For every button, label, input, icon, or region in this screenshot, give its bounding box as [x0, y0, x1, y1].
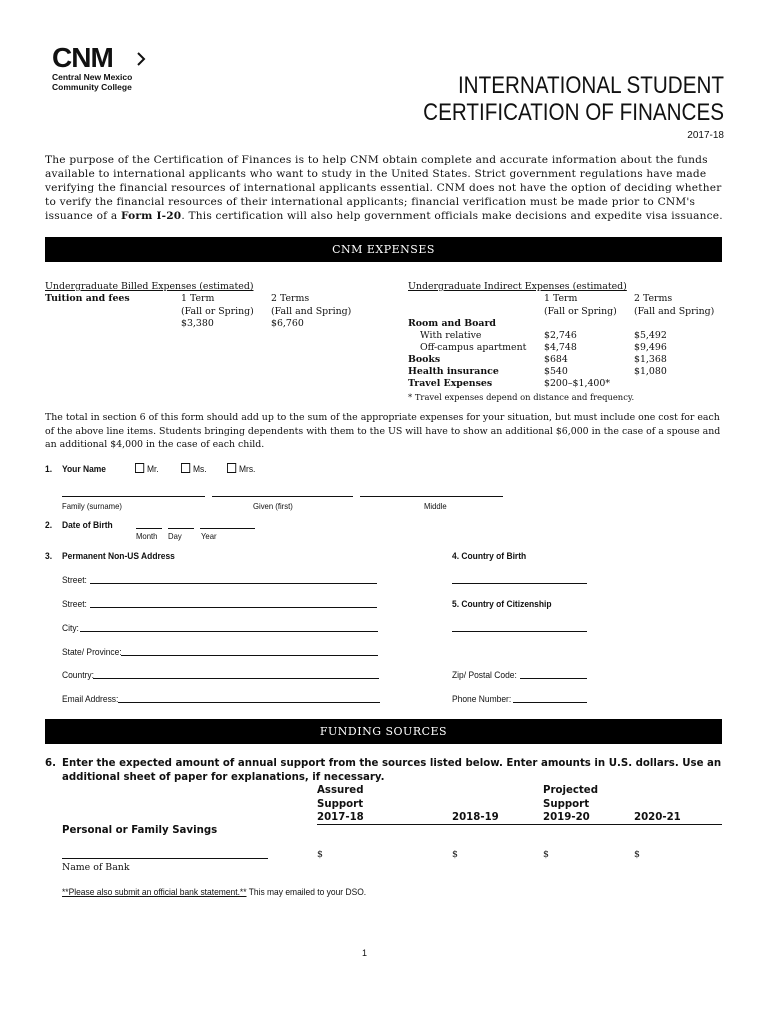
middle-name-field[interactable] — [360, 496, 503, 497]
indirect-row-v1: $200–$1,400* — [544, 378, 611, 389]
assured-support-header — [317, 784, 364, 825]
year-2020-21: 2020-21 — [634, 812, 681, 823]
q2-label: Date of Birth — [62, 520, 113, 530]
indirect-row-v2: $1,080 — [634, 366, 667, 377]
family-name-field[interactable] — [62, 496, 205, 497]
billed-col1-line2: (Fall or Spring) — [181, 305, 254, 317]
billed-heading: Undergraduate Billed Expenses (estimated) — [45, 281, 254, 292]
page-title — [380, 72, 724, 126]
mr-label: Mr. — [146, 464, 159, 474]
intro-text-a: The purpose of the Certification of Finances is to help CNM obtain complete and accurate information about the funds available to international applicants who want to study in the United States. Strict government regulations have made verifying the financial resources of international applicants essential. CNM does not have the option of deciding whether to verify the financial resources of their international applicants; financial verification must be made prior to CNM's issuance of a — [45, 154, 722, 222]
q3-label: Permanent Non-US Address — [62, 551, 175, 561]
year-2019-20: 2019-20 — [543, 812, 590, 823]
email-field[interactable] — [118, 702, 380, 703]
title-option-ms[interactable] — [181, 463, 207, 475]
intro-text-b: . This certification will also help government officials make decisions and expedite visa issuance. — [181, 210, 723, 222]
tuition-1-term-value: $3,380 — [181, 318, 214, 329]
logo-subtitle-1: Central New Mexico — [52, 72, 133, 82]
indirect-col1-line1: 1 Term — [544, 293, 578, 304]
projected-support-header — [543, 784, 598, 825]
mrs-label: Mrs. — [238, 464, 256, 474]
expenses-note: The total in section 6 of this form should add up to the sum of the appropriate expenses for your situation, but must include one cost for each of the above line items. Students bringing dependents with them to the US will have to show an additional $6,000 in the case of a spouse and an additional $4,000 in the case of each child. — [45, 412, 721, 450]
assured-line1: Assured — [317, 785, 364, 796]
indirect-row-v2: $5,492 — [634, 330, 667, 341]
city-field[interactable] — [80, 631, 378, 632]
projected-line2: Support — [543, 798, 590, 810]
dollar-2018-19[interactable]: $ — [452, 849, 458, 860]
bank-name-field[interactable] — [62, 858, 268, 859]
country-of-citizenship-field[interactable] — [452, 631, 587, 632]
dob-day-caption: Day — [168, 531, 182, 541]
city-label: City: — [62, 623, 79, 633]
title-option-mr[interactable] — [135, 463, 159, 475]
given-name-field[interactable] — [212, 496, 353, 497]
indirect-row-v1: $684 — [544, 354, 568, 365]
logo-subtitle-2: Community College — [52, 82, 132, 92]
billed-col2-header — [271, 293, 351, 331]
q6-number: 6. — [45, 758, 56, 769]
year-2018-19: 2018-19 — [452, 812, 499, 823]
dob-day-field[interactable] — [168, 528, 194, 529]
projected-line1: Projected — [543, 785, 599, 796]
savings-row-label: Personal or Family Savings — [62, 825, 218, 836]
dollar-2019-20[interactable]: $ — [543, 849, 549, 860]
cnm-logo — [52, 44, 132, 92]
travel-footnote: * Travel expenses depend on distance and frequency. — [408, 392, 635, 402]
phone-field[interactable] — [513, 702, 587, 703]
dob-month-caption: Month — [136, 531, 158, 541]
state-field[interactable] — [121, 655, 378, 656]
indirect-row-v2: $1,368 — [634, 354, 667, 365]
q3-number: 3. — [45, 551, 53, 561]
form-year: 2017-18 — [687, 130, 724, 141]
email-label: Email Address: — [62, 694, 119, 704]
chevron-right-icon — [136, 52, 146, 66]
street2-field[interactable] — [90, 607, 377, 608]
indirect-row-label: Off-campus apartment — [420, 342, 527, 353]
logo-wordmark: CNM — [52, 42, 113, 73]
indirect-col1-line2: (Fall or Spring) — [544, 305, 617, 317]
indirect-row-v1: $540 — [544, 366, 568, 377]
indirect-row-v1: $4,748 — [544, 342, 577, 353]
street1-label: Street: — [62, 575, 87, 585]
intro-form-i20: Form I-20 — [120, 210, 182, 222]
family-name-caption: Family (surname) — [62, 501, 122, 511]
page-number: 1 — [362, 948, 368, 958]
phone-label: Phone Number: — [452, 694, 512, 704]
title-line-2: CERTIFICATION OF FINANCES — [423, 99, 724, 126]
intro-paragraph — [45, 153, 725, 223]
indirect-row-label: With relative — [420, 330, 482, 341]
title-line-1: INTERNATIONAL STUDENT — [457, 72, 724, 99]
indirect-col2-header — [634, 293, 714, 318]
dollar-2020-21[interactable]: $ — [634, 849, 640, 860]
tuition-label: Tuition and fees — [45, 293, 130, 304]
indirect-row-v1: $2,746 — [544, 330, 577, 341]
dob-year-caption: Year — [201, 531, 217, 541]
ms-checkbox[interactable] — [181, 463, 190, 473]
bank-statement-note — [62, 886, 366, 898]
title-option-mrs[interactable] — [227, 463, 255, 475]
cnm-expenses-bar: CNM EXPENSES — [45, 237, 722, 262]
indirect-col2-line1: 2 Terms — [634, 293, 673, 304]
dob-month-field[interactable] — [136, 528, 162, 529]
indirect-row-v2: $9,496 — [634, 342, 667, 353]
bank-statement-tail: This may emailed to your DSO. — [246, 887, 367, 897]
given-name-caption: Given (first) — [253, 501, 293, 511]
billed-col1-header — [181, 293, 254, 331]
table-header-rule — [317, 824, 722, 825]
indirect-row-label: Travel Expenses — [408, 378, 493, 389]
q2-number: 2. — [45, 520, 53, 530]
mr-checkbox[interactable] — [135, 463, 144, 473]
bank-statement-underlined: **Please also submit an official bank statement.** — [62, 887, 247, 897]
indirect-col2-line2: (Fall and Spring) — [634, 305, 715, 317]
billed-col1-line1: 1 Term — [181, 293, 215, 304]
q6-instructions: Enter the expected amount of annual support from the sources listed below. Enter amounts in U.S. dollars. Use an additional sheet of paper for explanations, if necessary. — [62, 758, 722, 783]
indirect-row-label: Books — [408, 354, 441, 365]
country-field[interactable] — [93, 678, 379, 679]
indirect-row-label: Health insurance — [408, 366, 499, 377]
indirect-col1-header — [544, 293, 617, 318]
country-label: Country: — [62, 670, 94, 680]
middle-name-caption: Middle — [424, 501, 447, 511]
country-of-birth-field[interactable] — [452, 583, 587, 584]
ms-label: Ms. — [192, 464, 207, 474]
q4-label: 4. Country of Birth — [452, 551, 527, 561]
zip-label: Zip/ Postal Code: — [452, 670, 517, 680]
funding-sources-bar: FUNDING SOURCES — [45, 719, 722, 744]
bank-name-caption: Name of Bank — [62, 862, 130, 873]
tuition-2-terms-value: $6,760 — [271, 318, 304, 329]
dob-year-field[interactable] — [200, 528, 255, 529]
q1-label: Your Name — [62, 464, 107, 474]
billed-col2-line2: (Fall and Spring) — [271, 305, 352, 317]
room-board-label: Room and Board — [408, 318, 496, 329]
q1-number: 1. — [45, 464, 53, 474]
billed-col2-line1: 2 Terms — [271, 293, 310, 304]
mrs-checkbox[interactable] — [227, 463, 236, 473]
indirect-heading: Undergraduate Indirect Expenses (estimated) — [408, 281, 627, 292]
street2-label: Street: — [62, 599, 87, 609]
assured-line2: Support — [317, 798, 364, 810]
year-2017-18: 2017-18 — [317, 812, 364, 823]
dollar-2017-18[interactable]: $ — [317, 849, 323, 860]
zip-field[interactable] — [520, 678, 587, 679]
street1-field[interactable] — [90, 583, 377, 584]
state-label: State/ Province: — [62, 647, 122, 657]
q5-label: 5. Country of Citizenship — [452, 599, 552, 609]
